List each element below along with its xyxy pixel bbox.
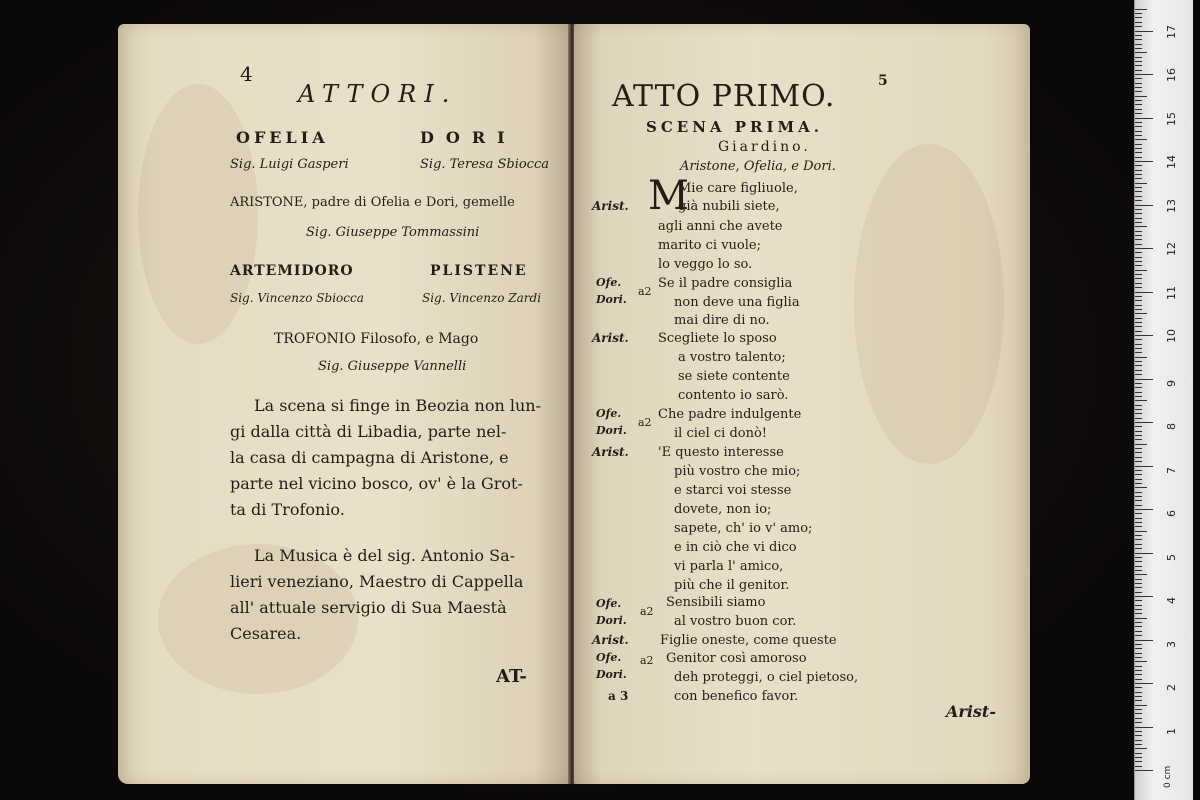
ruler-tick	[1135, 653, 1142, 654]
ruler-tick	[1135, 231, 1142, 232]
ruler-tick	[1135, 609, 1142, 610]
ruler-tick	[1135, 526, 1142, 527]
speaker-label: Arist.	[592, 331, 629, 345]
ruler-tick	[1135, 687, 1142, 688]
signature-mark: a 3	[608, 689, 629, 703]
paragraph-line: la casa di campagna di Aristone, e	[230, 448, 509, 467]
ruler-tick	[1135, 344, 1142, 345]
ruler-tick	[1135, 492, 1142, 493]
ruler-tick	[1135, 70, 1142, 71]
ruler-tick	[1135, 235, 1142, 236]
ruler-number: 3	[1165, 640, 1178, 648]
ruler-tick	[1135, 305, 1142, 306]
ruler-tick	[1135, 592, 1142, 593]
verse-line: il ciel ci donò!	[674, 426, 768, 441]
ruler-tick	[1135, 74, 1153, 75]
ruler-tick	[1135, 209, 1142, 210]
ruler-tick	[1135, 557, 1142, 558]
ruler-number: 17	[1165, 24, 1178, 39]
ruler-tick	[1135, 48, 1142, 49]
ruler-number: 13	[1165, 198, 1178, 213]
paper-stain	[138, 84, 258, 344]
verse-line: contento io sarò.	[678, 388, 789, 403]
a2-mark: a2	[638, 285, 652, 298]
ruler-tick	[1135, 761, 1142, 762]
ruler-tick	[1135, 122, 1142, 123]
ruler-number: 7	[1165, 466, 1178, 474]
ruler-tick	[1135, 348, 1142, 349]
ruler-tick	[1135, 626, 1142, 627]
scene-setting: Giardino.	[718, 139, 811, 155]
ruler-tick	[1135, 670, 1142, 671]
ruler-number: 10	[1165, 329, 1178, 343]
ruler-tick	[1135, 139, 1147, 140]
a2-mark: a2	[640, 654, 654, 667]
ruler-tick	[1135, 287, 1142, 288]
ruler-tick	[1135, 213, 1142, 214]
paper-stain	[854, 144, 1004, 464]
ruler-tick	[1135, 657, 1142, 658]
ruler-tick	[1135, 561, 1142, 562]
catchword: AT-	[496, 666, 527, 687]
cast-role: ARTEMIDORO	[230, 263, 354, 279]
ruler-tick	[1135, 31, 1153, 32]
ruler-tick	[1135, 692, 1142, 693]
verse-line: non deve una figlia	[674, 295, 800, 310]
paragraph-line: gi dalla città di Libadia, parte nel-	[230, 422, 507, 441]
ruler-number: 15	[1165, 111, 1178, 126]
ruler-tick	[1135, 39, 1142, 40]
ruler-tick	[1135, 244, 1142, 245]
ruler-tick	[1135, 161, 1153, 162]
ruler-tick	[1135, 574, 1147, 575]
ruler-tick	[1135, 387, 1142, 388]
ruler-tick	[1135, 22, 1142, 23]
ruler-tick	[1135, 17, 1142, 18]
ruler-tick	[1135, 770, 1153, 771]
ruler-tick	[1135, 435, 1142, 436]
ruler-tick	[1135, 296, 1142, 297]
ruler-tick	[1135, 326, 1142, 327]
verse-line: vi parla l' amico,	[674, 559, 784, 574]
cast-actor: Sig. Teresa Sbiocca	[420, 157, 549, 172]
ruler-tick	[1135, 365, 1142, 366]
ruler-number: 12	[1165, 242, 1178, 256]
ruler-tick	[1135, 200, 1142, 201]
open-book	[118, 24, 1030, 784]
ruler-tick	[1135, 505, 1142, 506]
verse-line: e in ciò che vi dico	[674, 540, 797, 555]
ruler-tick	[1135, 644, 1142, 645]
ruler-tick	[1135, 126, 1142, 127]
ruler-tick	[1135, 566, 1142, 567]
ruler-tick	[1135, 96, 1147, 97]
ruler-tick	[1135, 205, 1153, 206]
cast-role: ARISTONE, padre di Ofelia e Dori, gemelle	[230, 195, 515, 210]
verse-line: mai dire di no.	[674, 313, 770, 328]
ruler-tick	[1135, 396, 1142, 397]
ruler-tick	[1135, 191, 1142, 192]
a2-mark: a2	[638, 416, 652, 429]
ruler-tick	[1135, 91, 1142, 92]
scene-heading: SCENA PRIMA.	[646, 118, 824, 136]
ruler-unit-label: 0 cm	[1163, 765, 1173, 788]
ruler-tick	[1135, 113, 1142, 114]
ruler-tick	[1135, 500, 1142, 501]
ruler-tick	[1135, 157, 1142, 158]
cast-actor: Sig. Vincenzo Zardi	[422, 291, 542, 305]
left-page	[118, 24, 570, 784]
ruler-tick	[1135, 622, 1142, 623]
verse-line: marito ci vuole;	[658, 238, 761, 253]
ruler-tick	[1135, 357, 1147, 358]
paper-stain	[158, 544, 358, 694]
ruler-tick	[1135, 731, 1142, 732]
ruler-tick	[1135, 170, 1142, 171]
ruler-tick	[1135, 374, 1142, 375]
ruler-tick	[1135, 487, 1147, 488]
ruler-tick	[1135, 13, 1142, 14]
ruler-tick	[1135, 300, 1142, 301]
ruler-tick	[1135, 757, 1142, 758]
ruler-tick	[1135, 418, 1142, 419]
ruler-tick	[1135, 165, 1142, 166]
ruler-tick	[1135, 196, 1142, 197]
ruler-tick	[1135, 383, 1142, 384]
ruler-tick	[1135, 426, 1142, 427]
right-page	[574, 24, 1030, 784]
page-number: 4	[240, 62, 253, 86]
ruler-tick	[1135, 648, 1142, 649]
ruler-tick	[1135, 118, 1153, 119]
ruler-tick	[1135, 318, 1142, 319]
ruler-tick	[1135, 744, 1142, 745]
verse-line: più che il genitor.	[674, 578, 790, 593]
ruler-tick	[1135, 83, 1142, 84]
ruler-number: 9	[1165, 379, 1178, 387]
ruler-tick	[1135, 683, 1153, 684]
verse-line: Genitor così amoroso	[666, 651, 807, 666]
ruler-tick	[1135, 135, 1142, 136]
ruler-tick	[1135, 26, 1142, 27]
ruler-tick	[1135, 61, 1142, 62]
verse-line: più vostro che mio;	[674, 464, 801, 479]
speaker-label: Arist.	[592, 199, 629, 213]
cast-role: TROFONIO Filosofo, e Mago	[274, 331, 479, 347]
speaker-label: Dori.	[596, 614, 627, 627]
ruler-tick	[1135, 183, 1147, 184]
ruler-tick	[1135, 222, 1142, 223]
cast-actor: Sig. Luigi Gasperi	[230, 157, 349, 172]
ruler-number: 2	[1165, 684, 1178, 691]
page-title: ATTO PRIMO.	[612, 79, 836, 114]
cast-role: DORI	[420, 128, 517, 147]
verse-line: 'E questo interesse	[658, 445, 784, 460]
ruler-tick	[1135, 187, 1142, 188]
paragraph-line: lieri veneziano, Maestro di Cappella	[230, 572, 524, 591]
paragraph-line: La Musica è del sig. Antonio Sa-	[254, 546, 516, 565]
ruler-tick	[1135, 444, 1147, 445]
speaker-label: Dori.	[596, 668, 627, 681]
verse-line: sapete, ch' io v' amo;	[674, 521, 813, 536]
ruler-tick	[1135, 474, 1142, 475]
ruler-tick	[1135, 705, 1147, 706]
drop-cap: M	[648, 173, 689, 219]
ruler-tick	[1135, 531, 1147, 532]
ruler-tick	[1135, 718, 1142, 719]
ruler-tick	[1135, 709, 1142, 710]
ruler-tick	[1135, 553, 1153, 554]
ruler-tick	[1135, 431, 1142, 432]
cast-role: PLISTENE	[430, 263, 528, 279]
ruler-tick	[1135, 274, 1142, 275]
ruler-tick	[1135, 218, 1142, 219]
ruler-tick	[1135, 379, 1153, 380]
ruler-tick	[1135, 104, 1142, 105]
ruler-tick	[1135, 674, 1142, 675]
ruler-number: 5	[1165, 553, 1178, 561]
ruler-tick	[1135, 631, 1142, 632]
ruler-tick	[1135, 496, 1142, 497]
ruler-tick	[1135, 766, 1142, 767]
ruler-number: 11	[1165, 285, 1178, 300]
ruler-tick	[1135, 640, 1153, 641]
ruler-tick	[1135, 539, 1142, 540]
cast-actor: Sig. Giuseppe Tommassini	[306, 225, 480, 240]
speaker-label: Arist.	[592, 633, 629, 647]
ruler-tick	[1135, 265, 1142, 266]
ruler-tick	[1135, 65, 1142, 66]
verse-line: Che padre indulgente	[658, 407, 802, 422]
ruler-tick	[1135, 278, 1142, 279]
ruler-tick	[1135, 461, 1142, 462]
ruler-tick	[1135, 613, 1142, 614]
ruler-tick	[1135, 579, 1142, 580]
ruler-tick	[1135, 178, 1142, 179]
ruler-tick	[1135, 252, 1142, 253]
ruler-tick	[1135, 152, 1142, 153]
ruler-tick	[1135, 409, 1142, 410]
speaker-label: Ofe.	[596, 651, 622, 664]
ruler-tick	[1135, 405, 1142, 406]
ruler-tick	[1135, 722, 1142, 723]
verse-line: Figlie oneste, come queste	[660, 633, 837, 648]
paragraph-line: La scena si finge in Beozia non lun-	[254, 396, 542, 415]
paragraph-line: ta di Trofonio.	[230, 500, 345, 519]
ruler-tick	[1135, 470, 1142, 471]
ruler-tick	[1135, 700, 1142, 701]
ruler-number: 14	[1165, 155, 1178, 169]
ruler-tick	[1135, 513, 1142, 514]
verse-line: e starci voi stesse	[674, 483, 792, 498]
ruler-number: 8	[1165, 423, 1178, 430]
ruler-tick	[1135, 618, 1147, 619]
catchword: Arist-	[946, 702, 996, 721]
ruler-tick	[1135, 248, 1153, 249]
ruler-tick	[1135, 635, 1142, 636]
ruler-tick	[1135, 270, 1147, 271]
ruler-tick	[1135, 544, 1142, 545]
ruler-tick	[1135, 257, 1142, 258]
ruler-tick	[1135, 448, 1142, 449]
ruler-number: 16	[1165, 68, 1178, 82]
ruler-tick	[1135, 109, 1142, 110]
ruler-tick	[1135, 148, 1142, 149]
cast-role: OFELIA	[236, 128, 329, 147]
ruler-tick	[1135, 666, 1142, 667]
verse-line: deh proteggi, o ciel pietoso,	[674, 670, 859, 685]
ruler-tick	[1135, 313, 1147, 314]
verse-line: al vostro buon cor.	[674, 614, 797, 629]
ruler-tick	[1135, 587, 1142, 588]
ruler-tick	[1135, 57, 1142, 58]
verse-line: Scegliete lo sposo	[658, 331, 777, 346]
ruler-tick	[1135, 331, 1142, 332]
ruler-tick	[1135, 457, 1142, 458]
ruler-tick	[1135, 352, 1142, 353]
speaker-label: Ofe.	[596, 597, 622, 610]
verse-line: con benefico favor.	[674, 689, 799, 704]
a2-mark: a2	[640, 605, 654, 618]
ruler-tick	[1135, 466, 1153, 467]
ruler-tick	[1135, 479, 1142, 480]
ruler-tick	[1135, 735, 1142, 736]
ruler-tick	[1135, 100, 1142, 101]
ruler-tick	[1135, 413, 1142, 414]
ruler-number: 1	[1165, 727, 1178, 735]
ruler-tick	[1135, 283, 1142, 284]
paragraph-line: all' attuale servigio di Sua Maestà	[230, 598, 507, 617]
ruler-tick	[1135, 596, 1153, 597]
cast-actor: Sig. Vincenzo Sbiocca	[230, 291, 364, 305]
ruler-tick	[1135, 261, 1142, 262]
ruler-tick	[1135, 309, 1142, 310]
speaker-label: Arist.	[592, 445, 629, 459]
ruler-tick	[1135, 727, 1153, 728]
ruler-tick	[1135, 605, 1142, 606]
ruler-tick	[1135, 370, 1142, 371]
speaker-label: Dori.	[596, 424, 627, 437]
ruler-tick	[1135, 400, 1147, 401]
ruler-tick	[1135, 44, 1142, 45]
page-title: ATTORI.	[298, 80, 458, 108]
speaker-label: Ofe.	[596, 276, 622, 289]
ruler-tick	[1135, 518, 1142, 519]
ruler-tick	[1135, 339, 1142, 340]
verse-line: Sensibili siamo	[666, 595, 766, 610]
ruler-tick	[1135, 292, 1153, 293]
speaker-label: Ofe.	[596, 407, 622, 420]
ruler-tick	[1135, 174, 1142, 175]
ruler-tick	[1135, 226, 1147, 227]
ruler-tick	[1135, 361, 1142, 362]
scene-characters: Aristone, Ofelia, e Dori.	[680, 159, 836, 174]
ruler-tick	[1135, 570, 1142, 571]
ruler-tick	[1135, 713, 1142, 714]
speaker-label: Dori.	[596, 293, 627, 306]
verse-line: a vostro talento;	[678, 350, 786, 365]
verse-line: agli anni che avete	[658, 219, 783, 234]
ruler-tick	[1135, 535, 1142, 536]
verse-line: lo veggo lo so.	[658, 257, 753, 272]
ruler-tick	[1135, 87, 1142, 88]
ruler-tick	[1135, 748, 1147, 749]
ruler-tick	[1135, 239, 1142, 240]
verse-line: Mie care figliuole,	[678, 181, 798, 196]
ruler-tick	[1135, 131, 1142, 132]
ruler-tick	[1135, 753, 1142, 754]
ruler-tick	[1135, 483, 1142, 484]
ruler-tick	[1135, 144, 1142, 145]
ruler-number: 4	[1165, 597, 1178, 604]
verse-line: già nubili siete,	[678, 199, 780, 214]
measuring-ruler	[1134, 0, 1193, 800]
ruler-number: 6	[1165, 510, 1178, 517]
paragraph-line: parte nel vicino bosco, ov' è la Grot-	[230, 474, 523, 493]
ruler-tick	[1135, 35, 1142, 36]
ruler-tick	[1135, 548, 1142, 549]
ruler-tick	[1135, 740, 1142, 741]
ruler-tick	[1135, 439, 1142, 440]
ruler-tick	[1135, 392, 1142, 393]
page-number: 5	[878, 73, 888, 89]
paragraph-line: Cesarea.	[230, 624, 302, 643]
ruler-tick	[1135, 9, 1147, 10]
verse-line: dovete, non io;	[674, 502, 772, 517]
ruler-tick	[1135, 600, 1142, 601]
verse-line: se siete contente	[678, 369, 790, 384]
ruler-tick	[1135, 509, 1153, 510]
ruler-tick	[1135, 335, 1153, 336]
ruler-tick	[1135, 696, 1142, 697]
verse-line: Se il padre consiglia	[658, 276, 793, 291]
ruler-tick	[1135, 52, 1147, 53]
ruler-tick	[1135, 583, 1142, 584]
ruler-tick	[1135, 522, 1142, 523]
ruler-tick	[1135, 78, 1142, 79]
ruler-tick	[1135, 679, 1142, 680]
ruler-tick	[1135, 452, 1142, 453]
cast-actor: Sig. Giuseppe Vannelli	[318, 359, 467, 374]
ruler-tick	[1135, 661, 1147, 662]
ruler-tick	[1135, 322, 1142, 323]
ruler-tick	[1135, 422, 1153, 423]
